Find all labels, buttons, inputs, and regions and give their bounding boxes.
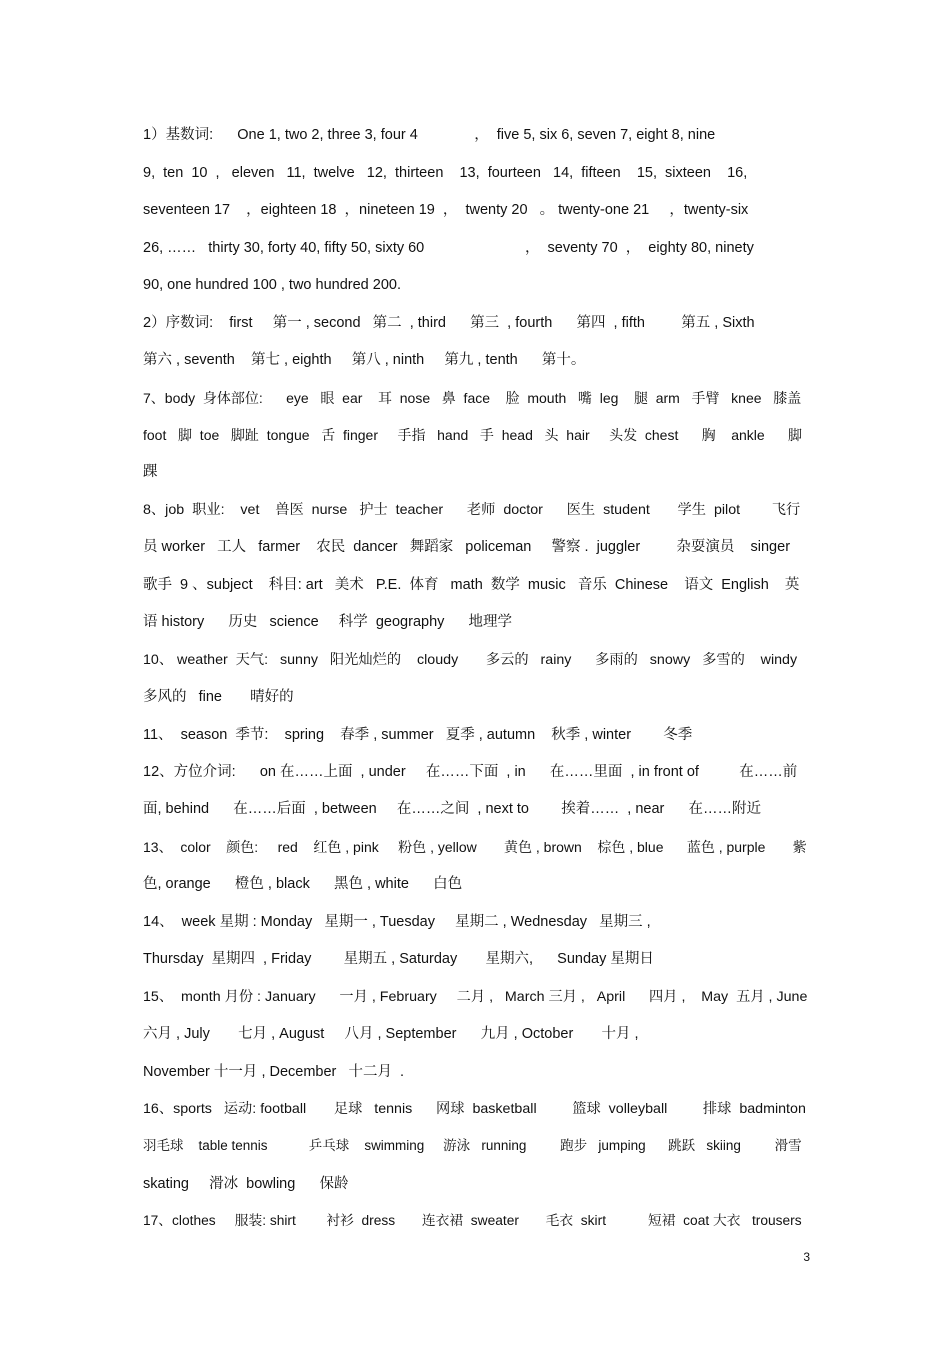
- text-line: 面, behind 在……后面 , between 在……之间 , next to 挨着…… , near 在……附近: [143, 801, 762, 817]
- text-line: 12、方位介词: on 在……上面 , under 在……下面 , in 在……里面 , in front of 在……前: [143, 764, 798, 780]
- text-line: 2）序数词: first 第一 , second 第二 , third 第三 , fourth 第四 , fifth 第五 , Sixth: [143, 315, 755, 331]
- text-line: Thursday 星期四 , Friday 星期五 , Saturday 星期六, Sunday 星期日: [143, 951, 654, 967]
- text-line: 10、 weather 天气: sunny 阳光灿烂的 cloudy 多云的 rainy 多雨的 snowy 多雪的 windy: [143, 652, 798, 668]
- text-line: 多风的 fine 晴好的: [143, 689, 294, 705]
- text-line: foot 脚 toe 脚趾 tongue 舌 finger 手指 hand 手 head 头 hair 头发 chest 胸 ankle 脚: [143, 427, 803, 443]
- text-line: 语 history 历史 science 科学 geography 地理学: [143, 614, 513, 630]
- text-line: 羽毛球 table tennis 乒乓球 swimming 游泳 running 跑步 jumping 跳跃 skiing 滑雪: [143, 1138, 802, 1153]
- text-line: 六月 , July 七月 , August 八月 , September 九月 , October 十月 ,: [143, 1026, 639, 1042]
- text-line: 踝: [143, 464, 158, 480]
- text-line: 16、sports 运动: football 足球 tennis 网球 basketball 篮球 volleyball 排球 badminton: [143, 1101, 806, 1117]
- page-number: 3: [803, 1250, 810, 1264]
- text-line: 90, one hundred 100 , two hundred 200.: [143, 277, 401, 293]
- text-line: 第六 , seventh 第七 , eighth 第八 , ninth 第九 , tenth 第十。: [143, 352, 586, 368]
- text-line: seventeen 17 ，eighteen 18 ，nineteen 19 ， twenty 20 。 twenty-one 21 ，twenty-six: [143, 202, 749, 218]
- text-line: 9, ten 10 , eleven 11, twelve 12, thirteen 13, fourteen 14, fifteen 15, sixteen 16,: [143, 165, 748, 181]
- text-line: 26, …… thirty 30, forty 40, fifty 50, sixty 60 ， seventy 70 ， eighty 80, ninety: [143, 240, 754, 256]
- text-line: 7、body 身体部位: eye 眼 ear 耳 nose 鼻 face 脸 mouth 嘴 leg 腿 arm 手臂 knee 膝盖: [143, 390, 802, 406]
- text-line: 14、 week 星期 : Monday 星期一 , Tuesday 星期二 , Wednesday 星期三 ,: [143, 914, 651, 930]
- text-line: 15、 month 月份 : January 一月 , February 二月 , March 三月 , April 四月 , May 五月 , June: [143, 989, 807, 1005]
- text-line: 色, orange 橙色 , black 黑色 , white 白色: [143, 876, 463, 892]
- text-line: 1）基数词: One 1, two 2, three 3, four 4 ， five 5, six 6, seven 7, eight 8, nine: [143, 127, 716, 143]
- text-line: 17、clothes 服装: shirt 衬衫 dress 连衣裙 sweater 毛衣 skirt 短裙 coat 大衣 trousers: [143, 1213, 802, 1228]
- text-line: 歌手 9 、subject 科目: art 美术 P.E. 体育 math 数学 music 音乐 Chinese 语文 English 英: [143, 577, 800, 593]
- text-line: 员 worker 工人 farmer 农民 dancer 舞蹈家 policeman 警察 . juggler 杂耍演员 singer: [143, 539, 791, 555]
- text-line: November 十一月 , December 十二月 .: [143, 1064, 405, 1080]
- text-line: skating 滑冰 bowling 保龄: [143, 1176, 349, 1192]
- text-line: 11、 season 季节: spring 春季 , summer 夏季 , autumn 秋季 , winter 冬季: [143, 727, 693, 743]
- text-line: 8、job 职业: vet 兽医 nurse 护士 teacher 老师 doctor 医生 student 学生 pilot 飞行: [143, 502, 801, 518]
- text-line: 13、 color 颜色: red 红色 , pink 粉色 , yellow 黄色 , brown 棕色 , blue 蓝色 , purple 紫: [143, 839, 807, 855]
